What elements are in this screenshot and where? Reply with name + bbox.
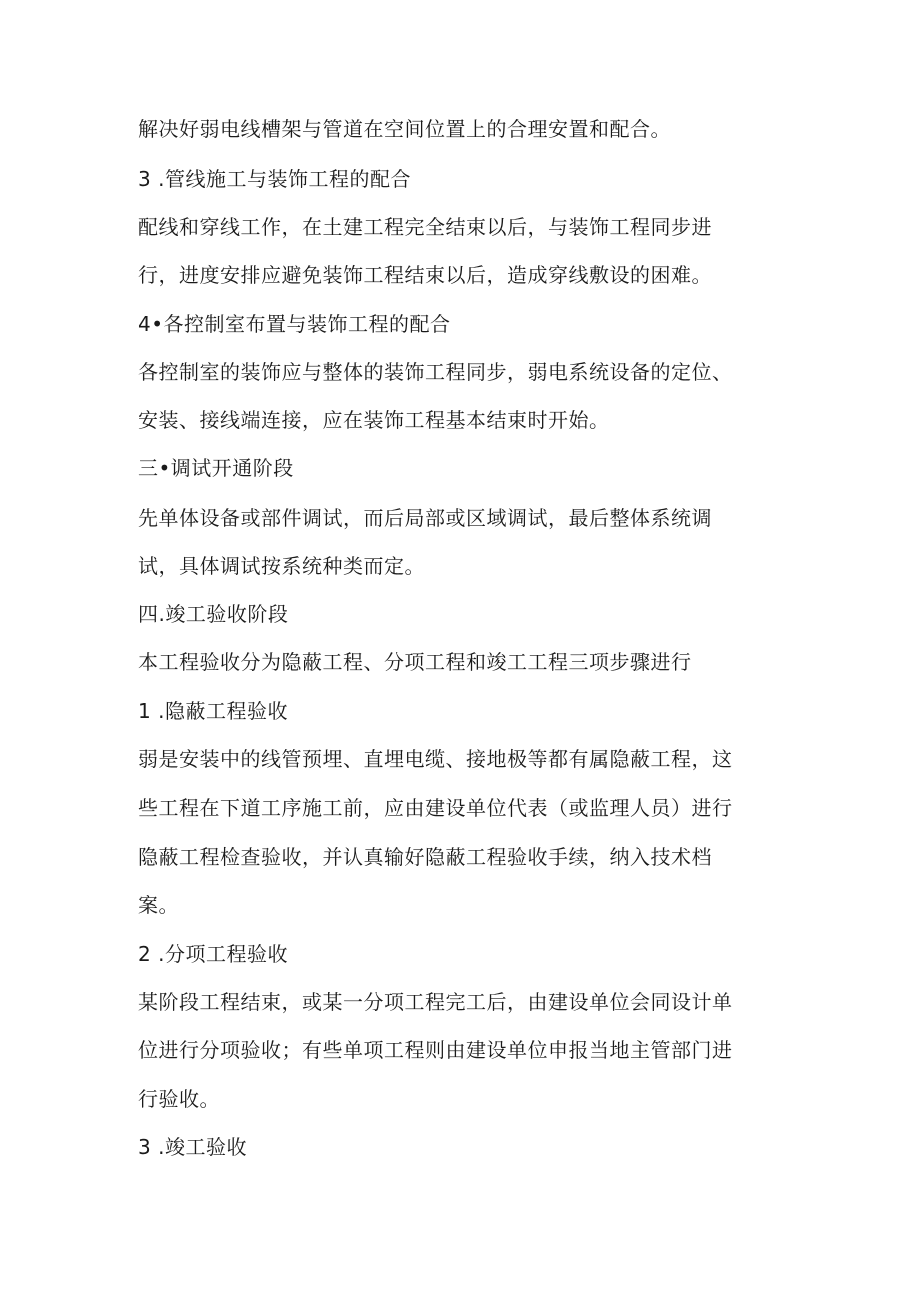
section-heading-3-final: 3 .竣工验收 — [138, 1135, 247, 1159]
section-heading-2: 2 .分项工程验收 — [138, 942, 288, 966]
paragraph-line: 本工程验收分为隐蔽工程、分项工程和竣工工程三项步骤进行 — [138, 650, 692, 674]
paragraph-line: 隐蔽工程检查验收，并认真输好隐蔽工程验收手续，纳入技术档 — [138, 845, 712, 869]
paragraph-line: 某阶段工程结束，或某一分项工程完工后，由建设单位会同设计单 — [138, 990, 733, 1014]
paragraph-line: 案。 — [138, 893, 179, 917]
phase-heading-3: 三•调试开通阶段 — [138, 456, 294, 480]
paragraph-line: 安装、接线端连接，应在装饰工程基本结束时开始。 — [138, 408, 610, 432]
paragraph-line: 位进行分项验收；有些单项工程则由建设单位申报当地主管部门进 — [138, 1038, 733, 1062]
paragraph-line: 行，进度安排应避免装饰工程结束以后，造成穿线敷设的困难。 — [138, 263, 712, 287]
paragraph-line: 试，具体调试按系统种类而定。 — [138, 554, 425, 578]
paragraph-line: 弱是安装中的线管预埋、直埋电缆、接地极等都有属隐蔽工程，这 — [138, 747, 733, 771]
paragraph-line: 各控制室的装饰应与整体的装饰工程同步，弱电系统设备的定位、 — [138, 360, 733, 384]
section-heading-4: 4•各控制室布置与装饰工程的配合 — [138, 312, 451, 336]
paragraph-line: 先单体设备或部件调试，而后局部或区域调试，最后整体系统调 — [138, 506, 712, 530]
section-heading-1: 1 .隐蔽工程验收 — [138, 699, 288, 723]
paragraph-line: 行验收。 — [138, 1087, 220, 1111]
phase-heading-4: 四.竣工验收阶段 — [138, 602, 289, 626]
paragraph-line: 些工程在下道工序施工前，应由建设单位代表（或监理人员）进行 — [138, 796, 733, 820]
paragraph-line: 配线和穿线工作，在土建工程完全结束以后，与装饰工程同步进 — [138, 215, 712, 239]
paragraph-line: 解决好弱电线槽架与管道在空间位置上的合理安置和配合。 — [138, 117, 671, 141]
section-heading-3: 3 .管线施工与装饰工程的配合 — [138, 167, 411, 191]
